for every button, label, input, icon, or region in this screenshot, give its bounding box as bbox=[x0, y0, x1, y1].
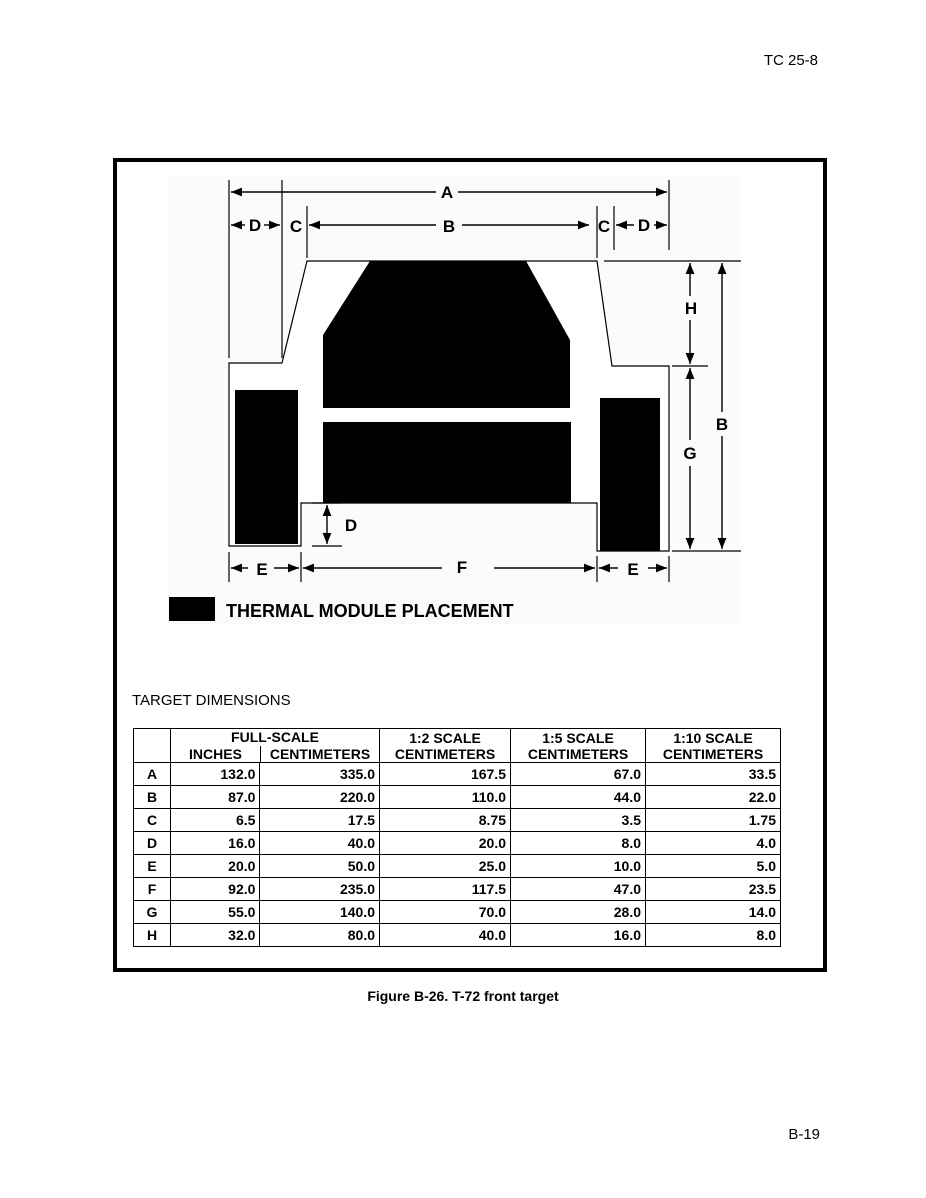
table-row bbox=[134, 832, 781, 855]
row-label: B bbox=[134, 786, 171, 809]
cell-fifth-scale: 8.0 bbox=[511, 832, 646, 855]
table-row bbox=[134, 855, 781, 878]
row-label: D bbox=[134, 832, 171, 855]
figure-caption: Figure B-26. T-72 front target bbox=[367, 988, 559, 1004]
cell-half-scale: 40.0 bbox=[380, 924, 511, 947]
table-row bbox=[134, 786, 781, 809]
label-g: G bbox=[683, 444, 697, 463]
cell-tenth-scale: 23.5 bbox=[646, 878, 781, 901]
cell-cm: 335.0 bbox=[260, 763, 380, 786]
cell-fifth-scale: 67.0 bbox=[511, 763, 646, 786]
table-title: TARGET DIMENSIONS bbox=[132, 692, 291, 709]
cell-tenth-scale: 5.0 bbox=[646, 855, 781, 878]
legend-swatch bbox=[169, 597, 215, 621]
cell-inches: 87.0 bbox=[171, 786, 260, 809]
cell-tenth-scale: 4.0 bbox=[646, 832, 781, 855]
table-row bbox=[134, 924, 781, 947]
cell-fifth-scale: 16.0 bbox=[511, 924, 646, 947]
row-label: G bbox=[134, 901, 171, 924]
cell-cm: 140.0 bbox=[260, 901, 380, 924]
cell-tenth-scale: 33.5 bbox=[646, 763, 781, 786]
thermal-module-upper bbox=[323, 261, 570, 408]
target-diagram bbox=[113, 158, 825, 638]
fifth-scale-title: 1:5 SCALE bbox=[542, 729, 614, 746]
label-d-left: D bbox=[248, 216, 262, 235]
thermal-module-left bbox=[235, 390, 298, 544]
table-row bbox=[134, 763, 781, 786]
label-d-right: D bbox=[637, 216, 651, 235]
cell-cm: 40.0 bbox=[260, 832, 380, 855]
inches-header: INCHES bbox=[189, 746, 242, 762]
label-b-right: B bbox=[715, 415, 729, 434]
cell-half-scale: 110.0 bbox=[380, 786, 511, 809]
row-label: H bbox=[134, 924, 171, 947]
cell-cm: 50.0 bbox=[260, 855, 380, 878]
full-scale-title: FULL-SCALE bbox=[231, 729, 319, 745]
dimensions-table bbox=[133, 728, 781, 947]
table-header-row bbox=[134, 729, 781, 763]
half-scale-header bbox=[380, 729, 511, 763]
full-scale-header bbox=[171, 729, 380, 763]
fifth-scale-header bbox=[511, 729, 646, 763]
centimeters-header: CENTIMETERS bbox=[260, 746, 379, 762]
thermal-module-middle bbox=[323, 422, 571, 503]
cell-half-scale: 70.0 bbox=[380, 901, 511, 924]
fifth-scale-unit: CENTIMETERS bbox=[527, 745, 629, 762]
label-c-left: C bbox=[289, 217, 303, 236]
cell-inches: 92.0 bbox=[171, 878, 260, 901]
table-row bbox=[134, 878, 781, 901]
cell-inches: 20.0 bbox=[171, 855, 260, 878]
cell-cm: 17.5 bbox=[260, 809, 380, 832]
tenth-scale-header bbox=[646, 729, 781, 763]
cell-inches: 16.0 bbox=[171, 832, 260, 855]
doc-id: TC 25-8 bbox=[763, 52, 818, 69]
legend-label: THERMAL MODULE PLACEMENT bbox=[226, 601, 514, 621]
label-d-small: D bbox=[344, 516, 358, 535]
label-f: F bbox=[456, 558, 468, 577]
cell-cm: 220.0 bbox=[260, 786, 380, 809]
cell-fifth-scale: 3.5 bbox=[511, 809, 646, 832]
cell-fifth-scale: 47.0 bbox=[511, 878, 646, 901]
cell-cm: 80.0 bbox=[260, 924, 380, 947]
label-e-right: E bbox=[627, 560, 639, 579]
row-label: A bbox=[134, 763, 171, 786]
cell-fifth-scale: 10.0 bbox=[511, 855, 646, 878]
label-a: A bbox=[440, 183, 454, 202]
row-label: F bbox=[134, 878, 171, 901]
half-scale-title: 1:2 SCALE bbox=[409, 729, 481, 746]
cell-inches: 32.0 bbox=[171, 924, 260, 947]
cell-tenth-scale: 14.0 bbox=[646, 901, 781, 924]
cell-tenth-scale: 1.75 bbox=[646, 809, 781, 832]
cell-cm: 235.0 bbox=[260, 878, 380, 901]
label-e-left: E bbox=[256, 560, 268, 579]
page-number: B-19 bbox=[788, 1126, 820, 1143]
row-label: E bbox=[134, 855, 171, 878]
cell-tenth-scale: 22.0 bbox=[646, 786, 781, 809]
table-row bbox=[134, 809, 781, 832]
label-b-top: B bbox=[442, 217, 456, 236]
cell-half-scale: 20.0 bbox=[380, 832, 511, 855]
cell-fifth-scale: 44.0 bbox=[511, 786, 646, 809]
cell-half-scale: 25.0 bbox=[380, 855, 511, 878]
cell-half-scale: 167.5 bbox=[380, 763, 511, 786]
cell-half-scale: 8.75 bbox=[380, 809, 511, 832]
table-row bbox=[134, 901, 781, 924]
corner-cell bbox=[134, 729, 171, 763]
cell-inches: 6.5 bbox=[171, 809, 260, 832]
cell-tenth-scale: 8.0 bbox=[646, 924, 781, 947]
label-c-right: C bbox=[597, 217, 611, 236]
half-scale-unit: CENTIMETERS bbox=[394, 745, 496, 762]
thermal-module-right bbox=[600, 398, 660, 551]
tenth-scale-unit: CENTIMETERS bbox=[662, 745, 764, 762]
tenth-scale-title: 1:10 SCALE bbox=[673, 729, 753, 746]
cell-half-scale: 117.5 bbox=[380, 878, 511, 901]
cell-fifth-scale: 28.0 bbox=[511, 901, 646, 924]
row-label: C bbox=[134, 809, 171, 832]
label-h: H bbox=[684, 299, 698, 318]
cell-inches: 132.0 bbox=[171, 763, 260, 786]
cell-inches: 55.0 bbox=[171, 901, 260, 924]
